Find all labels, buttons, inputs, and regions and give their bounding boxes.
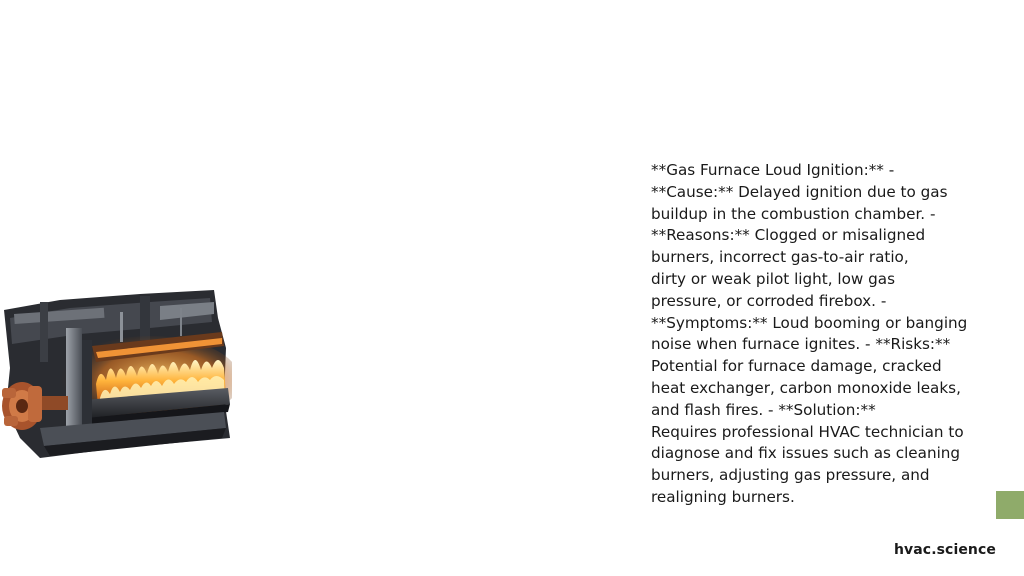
brand-label: hvac.science [893,542,996,558]
furnace-burner-image [0,288,232,460]
furnace-ignition-text: **Gas Furnace Loud Ignition:** - **Cause:** Delayed ignition due to gas buildup in the combustion chamber. - **Reasons:** Clogged or misaligned burners, incorrect gas-to-air ratio, dirty or weak pilot light, low gas pressure, or corroded firebox. - **Symptoms:** Loud booming or banging noise when furnace ignites. - **Risks:** Potential for furnace damage, cracked heat exchanger, carbon monoxide leaks, and flash fires. - **Solution:** Requires professional HVAC technician to diagnose and fix issues such as cleaning burners, adjusting gas pressure, and realigning burners. [651,161,968,506]
accent-square [996,491,1024,519]
